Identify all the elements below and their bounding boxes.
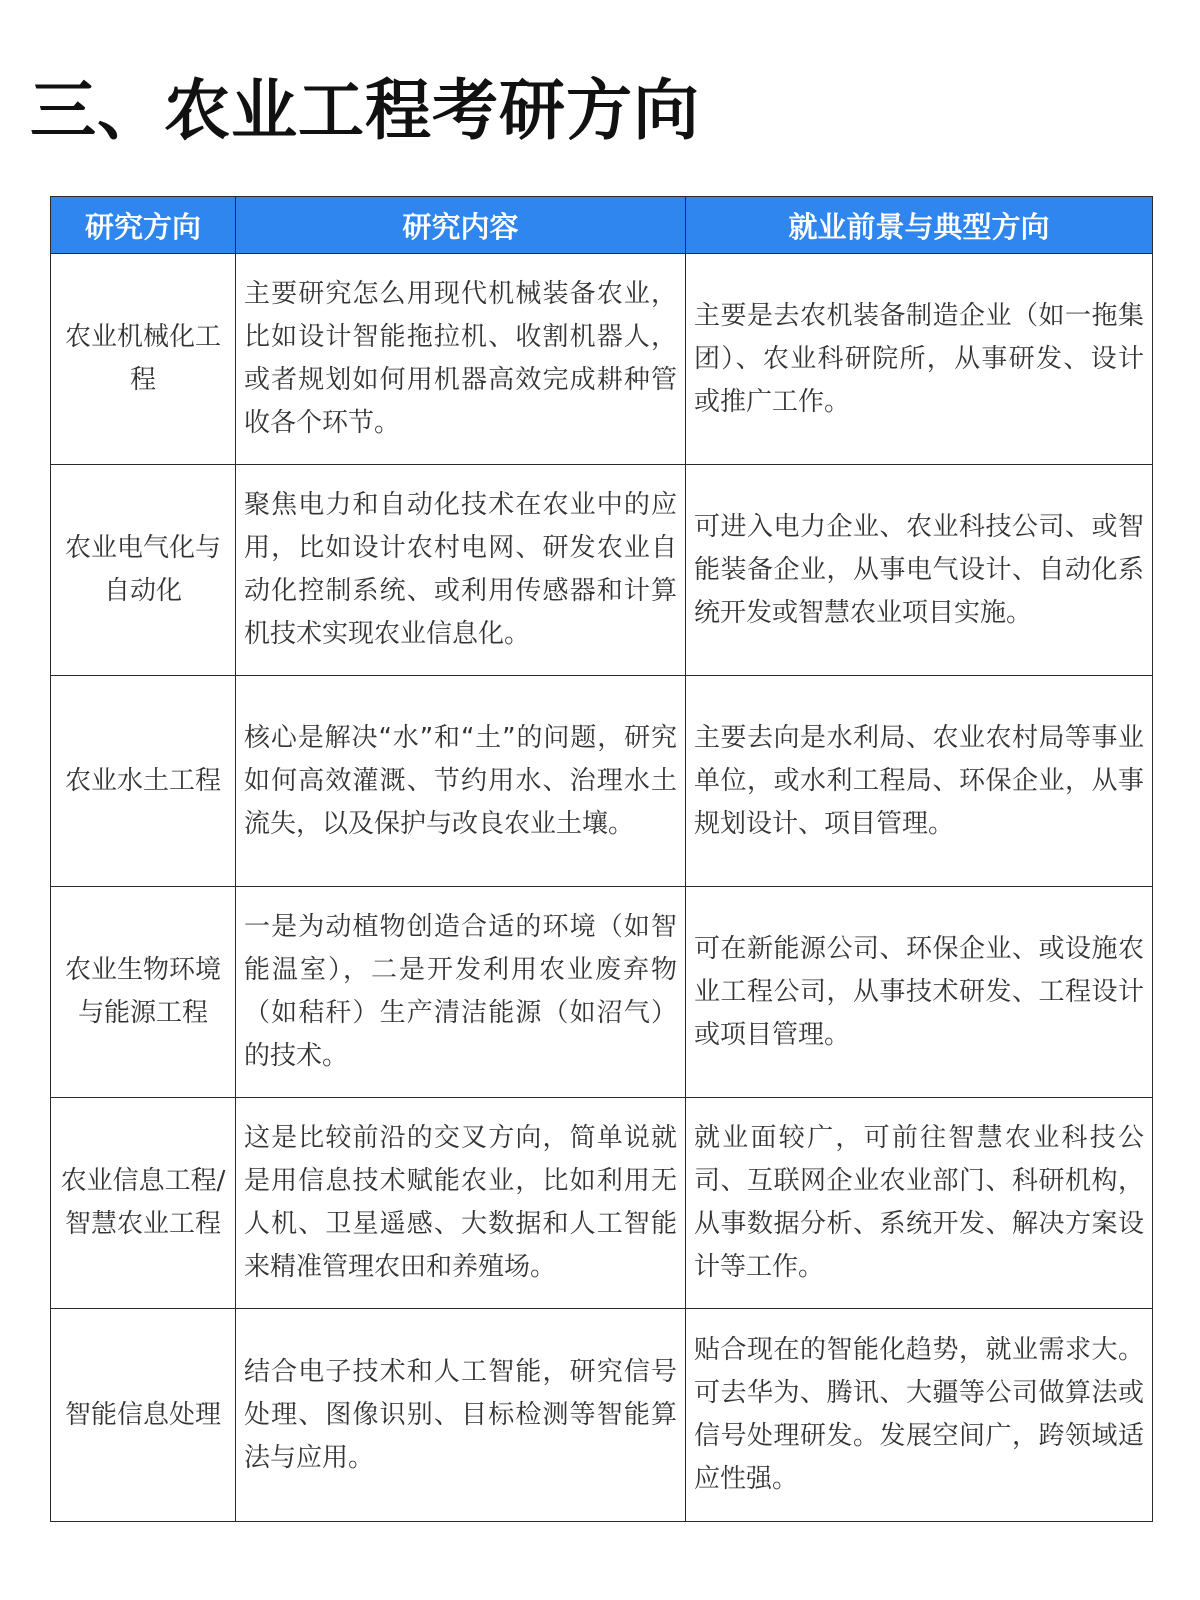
cell-prospects: 可进入电力企业、农业科技公司、或智能装备企业，从事电气设计、自动化系统开发或智慧农业项目实施。 [686,465,1153,676]
table-row [51,465,1153,676]
table-row [51,1309,1153,1522]
table-row [51,887,1153,1098]
cell-direction: 农业生物环境与能源工程 [51,887,236,1098]
cell-content: 主要研究怎么用现代机械装备农业，比如设计智能拖拉机、收割机器人，或者规划如何用机器高效完成耕种管收各个环节。 [236,254,686,465]
cell-content: 聚焦电力和自动化技术在农业中的应用，比如设计农村电网、研发农业自动化控制系统、或利用传感器和计算机技术实现农业信息化。 [236,465,686,676]
header-research-content: 研究内容 [236,197,686,254]
table-row [51,676,1153,887]
research-directions-table [50,196,1153,1522]
cell-prospects: 贴合现在的智能化趋势，就业需求大。可去华为、腾讯、大疆等公司做算法或信号处理研发。发展空间广，跨领域适应性强。 [686,1309,1153,1522]
table-row [51,1098,1153,1309]
cell-direction: 智能信息处理 [51,1309,236,1522]
cell-content: 核心是解决“水”和“土”的问题，研究如何高效灌溉、节约用水、治理水土流失，以及保护与改良农业土壤。 [236,676,686,887]
page-title: 三、农业工程考研方向 [30,72,700,149]
cell-prospects: 就业面较广，可前往智慧农业科技公司、互联网企业农业部门、科研机构，从事数据分析、系统开发、解决方案设计等工作。 [686,1098,1153,1309]
cell-content: 结合电子技术和人工智能，研究信号处理、图像识别、目标检测等智能算法与应用。 [236,1309,686,1522]
table-header-row [51,197,1153,254]
table-row [51,254,1153,465]
cell-prospects: 主要是去农机装备制造企业（如一拖集团）、农业科研院所，从事研发、设计或推广工作。 [686,254,1153,465]
header-research-direction: 研究方向 [51,197,236,254]
cell-prospects: 可在新能源公司、环保企业、或设施农业工程公司，从事技术研发、工程设计或项目管理。 [686,887,1153,1098]
cell-content: 一是为动植物创造合适的环境（如智能温室），二是开发利用农业废弃物（如秸秆）生产清洁能源（如沼气）的技术。 [236,887,686,1098]
cell-direction: 农业信息工程/智慧农业工程 [51,1098,236,1309]
cell-direction: 农业机械化工程 [51,254,236,465]
cell-direction: 农业电气化与自动化 [51,465,236,676]
cell-direction: 农业水土工程 [51,676,236,887]
cell-prospects: 主要去向是水利局、农业农村局等事业单位，或水利工程局、环保企业，从事规划设计、项目管理。 [686,676,1153,887]
header-employment-prospects: 就业前景与典型方向 [686,197,1153,254]
cell-content: 这是比较前沿的交叉方向，简单说就是用信息技术赋能农业，比如利用无人机、卫星遥感、大数据和人工智能来精准管理农田和养殖场。 [236,1098,686,1309]
